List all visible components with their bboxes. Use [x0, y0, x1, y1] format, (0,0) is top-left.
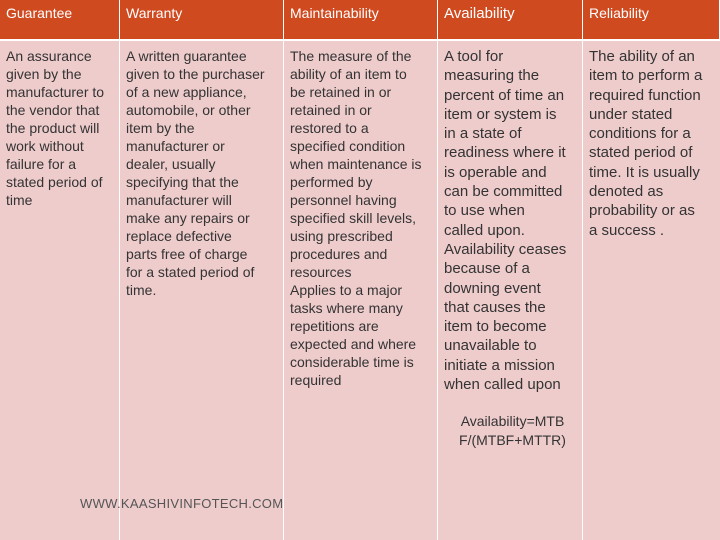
- availability-formula: Availability=MTB F/(MTBF+MTTR): [459, 413, 566, 448]
- cell-warranty: A written guarantee given to the purchaser of a new appliance, automobile, or other item by the manufacturer or dealer, usually specifying that the manufacturer will make any repairs or replace defective parts free of charge for a stated period of time.: [120, 41, 284, 540]
- cell-availability: A tool for measuring the percent of time an item or system is in a state of readiness where it is operable and can be committed to use when called upon. Availability ceases because of a downing event that causes the item to become unavailable to initiate a mission when called upon: [438, 41, 583, 540]
- header-maintainability: Maintainability: [284, 0, 438, 41]
- header-availability: Availability: [438, 0, 583, 41]
- header-guarantee: Guarantee: [0, 0, 120, 41]
- cell-guarantee: An assurance given by the manufacturer to the vendor that the product will work without failure for a stated period of time: [0, 41, 120, 540]
- header-warranty: Warranty: [120, 0, 284, 41]
- header-reliability: Reliability: [583, 0, 720, 41]
- footer-url: WWW.KAASHIVINFOTECH.COM: [80, 496, 284, 511]
- cell-reliability: The ability of an item to perform a required function under stated conditions for a stated period of time. It is usually denoted as probability or as a success .: [583, 41, 720, 540]
- cell-maintainability: The measure of the ability of an item to be retained in or retained in or restored to a specified condition when maintenance is performed by personnel having specified skill levels, using prescribed procedures and resources Applies to a major tasks where many repetitions are expected and where considerable time is required: [284, 41, 438, 540]
